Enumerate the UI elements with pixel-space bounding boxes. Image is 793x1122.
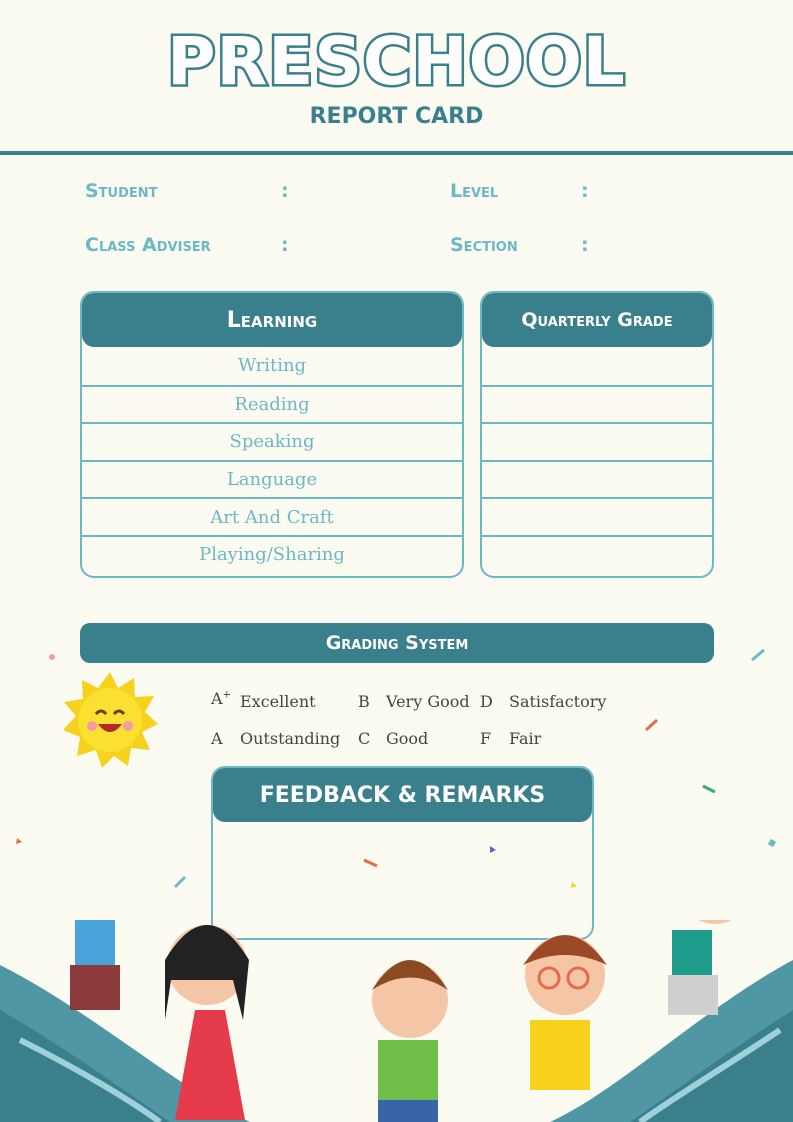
grade-desc: Outstanding (240, 729, 341, 748)
subject-row: Art And Craft (82, 497, 462, 535)
kids-illustration (0, 920, 793, 1122)
subject-row: Speaking (82, 422, 462, 460)
grade-cell[interactable] (482, 460, 712, 498)
level-label: Level (450, 180, 499, 202)
feedback-remarks-header: FEEDBACK & REMARKS (213, 768, 592, 822)
subject-row: Playing/Sharing (82, 535, 462, 573)
feedback-remarks-box (211, 766, 594, 940)
header-divider (0, 151, 793, 155)
student-colon: : (281, 180, 289, 202)
grade-desc: Good (386, 729, 429, 748)
grade-cell[interactable] (482, 422, 712, 460)
grading-system-header: Grading System (80, 623, 714, 663)
grade-letter: B (358, 692, 370, 711)
sun-illustration (60, 670, 160, 770)
grade-letter: A (211, 729, 223, 748)
grade-desc: Satisfactory (509, 692, 607, 711)
subject-row: Language (82, 460, 462, 498)
class-adviser-label: Class Adviser (85, 234, 211, 256)
quarterly-grade-table (480, 291, 714, 578)
student-label: Student (85, 180, 158, 202)
subject-row: Reading (82, 385, 462, 423)
section-colon: : (581, 234, 589, 256)
grade-cell[interactable] (482, 347, 712, 385)
grade-letter: D (480, 692, 493, 711)
learning-table (80, 291, 464, 578)
report-title: PRESCHOOL (167, 23, 626, 100)
grade-desc: Very Good (386, 692, 470, 711)
grade-cell[interactable] (482, 497, 712, 535)
class-adviser-colon: : (281, 234, 289, 256)
report-subtitle: REPORT CARD (309, 104, 484, 129)
quarterly-grade-header: Quarterly Grade (482, 293, 712, 347)
grade-letter: F (480, 729, 492, 748)
grade-desc: Fair (509, 729, 542, 748)
grade-cell[interactable] (482, 535, 712, 573)
learning-header: Learning (82, 293, 462, 347)
grade-letter: A+ (211, 689, 231, 708)
level-colon: : (581, 180, 589, 202)
section-label: Section (450, 234, 518, 256)
grade-desc: Excellent (240, 692, 316, 711)
grade-letter: C (358, 729, 371, 748)
grade-cell[interactable] (482, 385, 712, 423)
subject-row: Writing (237, 355, 307, 377)
